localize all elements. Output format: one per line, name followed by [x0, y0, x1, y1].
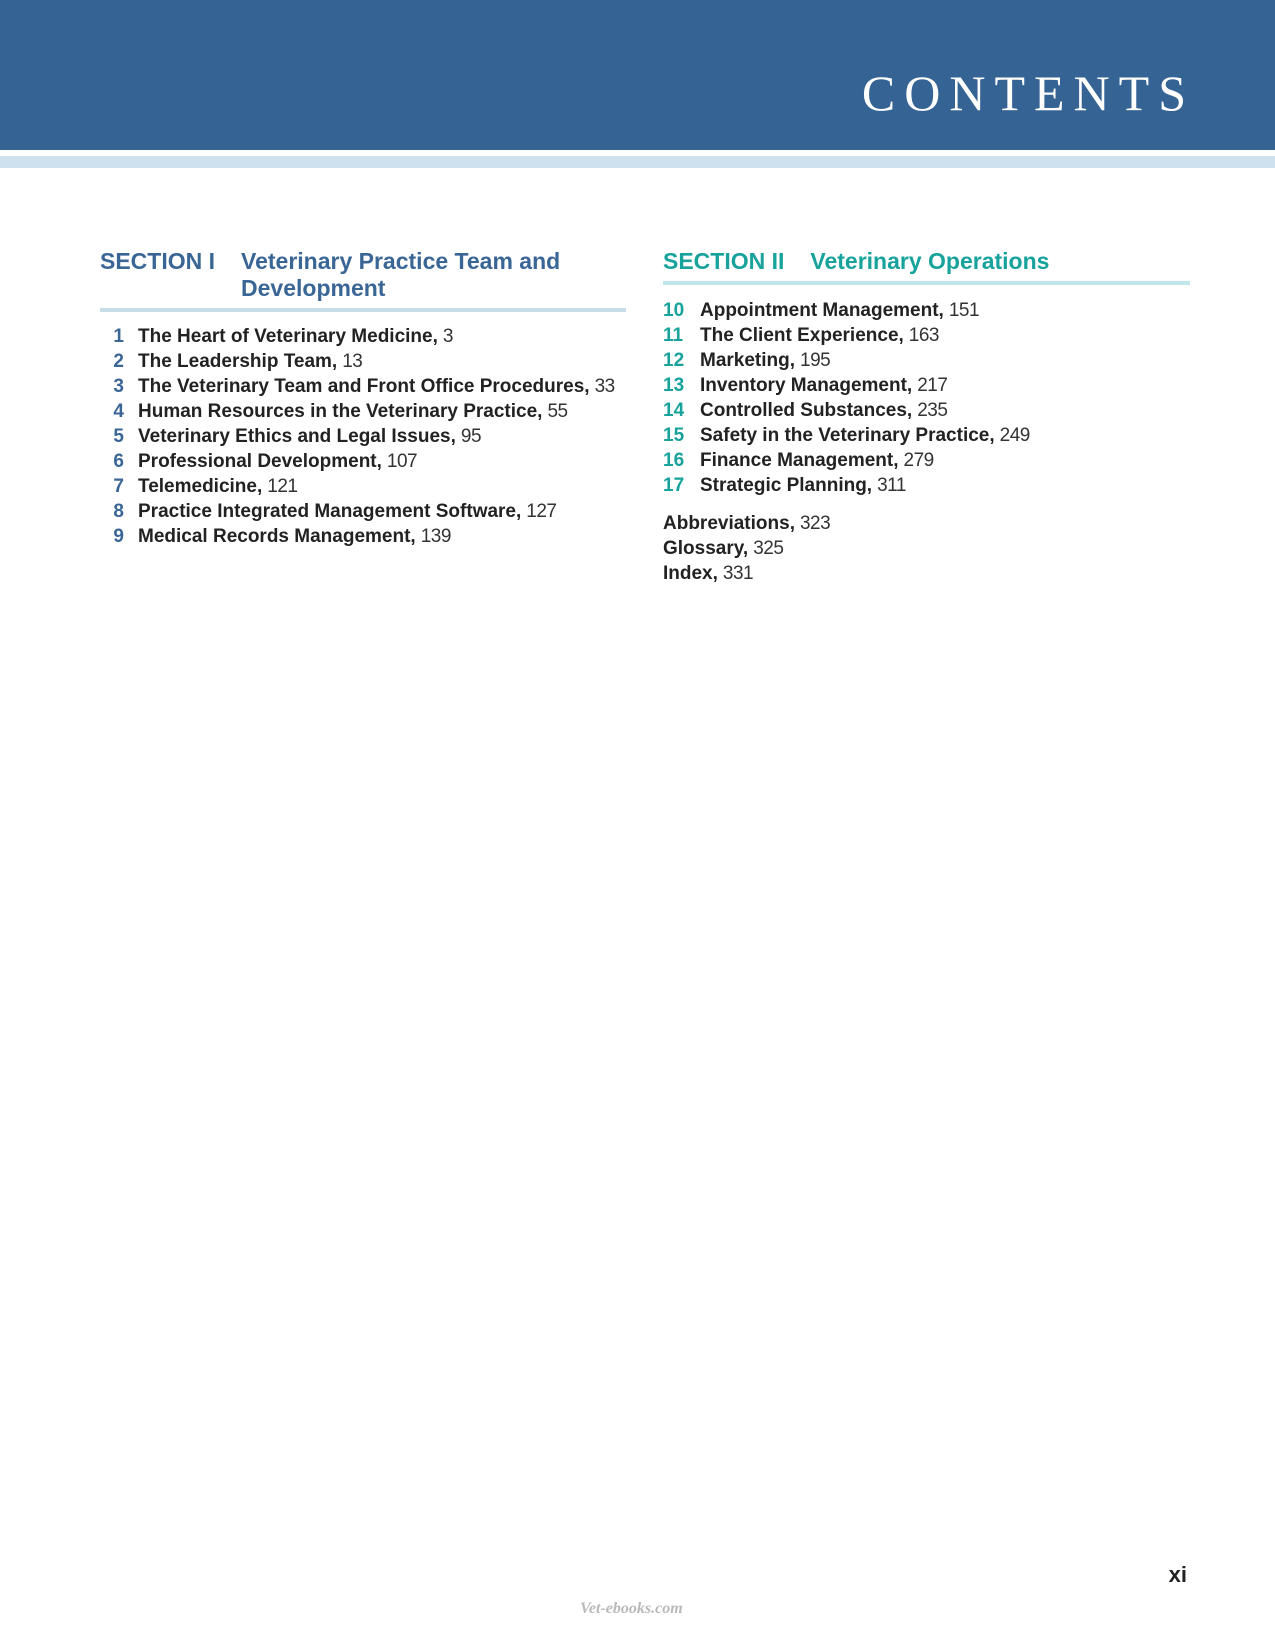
chapter-title: The Client Experience, [700, 325, 904, 346]
section-2-heading [663, 248, 1190, 275]
toc-entry[interactable] [663, 448, 1190, 473]
chapter-number: 3 [113, 376, 124, 397]
chapter-number: 7 [113, 476, 124, 497]
toc-entry[interactable] [663, 373, 1190, 398]
chapter-page: 311 [877, 475, 906, 496]
toc-entry[interactable] [100, 349, 626, 374]
back-matter-entry[interactable] [663, 536, 1190, 561]
chapter-page: 121 [267, 476, 298, 497]
toc-entry[interactable] [100, 474, 626, 499]
chapter-number: 11 [663, 325, 684, 346]
toc-entry[interactable] [100, 399, 626, 424]
page-title: CONTENTS [861, 65, 1195, 121]
chapter-number: 8 [113, 501, 124, 522]
section-2-title: Veterinary Operations [810, 248, 1050, 274]
chapter-title: Veterinary Ethics and Legal Issues, [138, 426, 456, 447]
back-matter-list [663, 511, 1190, 586]
toc-entry[interactable] [663, 298, 1190, 323]
chapter-page: 107 [386, 451, 418, 472]
back-matter-entry[interactable] [663, 511, 1190, 536]
chapter-number: 16 [663, 450, 685, 471]
section-1-rule [100, 308, 626, 312]
chapter-title: Human Resources in the Veterinary Practice, [138, 401, 543, 422]
chapter-page: 217 [917, 375, 948, 396]
section-1-title: Veterinary Practice Team and Development [241, 248, 561, 301]
chapter-number: 6 [113, 451, 124, 472]
header-banner [0, 0, 1275, 150]
chapter-page: 195 [800, 350, 831, 371]
chapter-title: Telemedicine, [138, 476, 263, 497]
chapter-page: 55 [547, 401, 568, 422]
toc-entry[interactable] [663, 323, 1190, 348]
section-2-rule [663, 281, 1190, 285]
chapter-number: 2 [113, 351, 124, 372]
chapter-page: 279 [903, 450, 934, 471]
toc-entry[interactable] [100, 324, 626, 349]
chapter-number: 12 [663, 350, 685, 371]
watermark: Vet-ebooks.com [580, 1600, 683, 1617]
chapter-page: 249 [999, 425, 1030, 446]
chapter-page: 151 [948, 300, 980, 321]
back-matter-page: 325 [753, 538, 784, 559]
chapter-page: 139 [420, 526, 451, 547]
section-1-label: SECTION I [100, 248, 216, 274]
chapter-title: Inventory Management, [700, 375, 913, 396]
back-matter-title: Index, [663, 563, 718, 584]
chapter-page: 95 [460, 426, 482, 447]
chapter-title: Marketing, [700, 350, 796, 371]
back-matter-title: Abbreviations, [663, 513, 795, 534]
section-2-label: SECTION II [663, 248, 785, 274]
section-1-heading [100, 248, 626, 302]
chapter-number: 5 [113, 426, 124, 447]
chapter-title: Professional Development, [138, 451, 382, 472]
chapter-page: 127 [526, 501, 557, 522]
page-number: xi [1168, 1562, 1187, 1587]
chapter-title: Finance Management, [700, 450, 899, 471]
back-matter-page: 331 [722, 563, 754, 584]
toc-entry[interactable] [100, 499, 626, 524]
chapter-number: 9 [113, 526, 124, 547]
chapter-title: Safety in the Veterinary Practice, [700, 425, 995, 446]
toc-entry[interactable] [663, 348, 1190, 373]
chapter-title: Medical Records Management, [138, 526, 416, 547]
chapter-title: Appointment Management, [700, 300, 944, 321]
chapter-page: 33 [594, 376, 615, 397]
toc-entry[interactable] [100, 374, 626, 399]
chapter-page: 13 [342, 351, 363, 372]
section-1-column [100, 248, 626, 549]
toc-entry[interactable] [100, 524, 626, 549]
chapter-number: 17 [663, 475, 685, 496]
chapter-title: The Heart of Veterinary Medicine, [138, 326, 438, 347]
chapter-title: The Veterinary Team and Front Office Procedures, [138, 376, 590, 397]
chapter-page: 3 [442, 326, 453, 347]
back-matter-title: Glossary, [663, 538, 749, 559]
chapter-title: The Leadership Team, [138, 351, 338, 372]
header-stripe [0, 156, 1275, 168]
section-2-chapter-list [663, 298, 1190, 498]
section-2-column [663, 248, 1190, 586]
toc-entry[interactable] [663, 473, 1190, 498]
chapter-title: Strategic Planning, [700, 475, 873, 496]
toc-entry[interactable] [100, 424, 626, 449]
back-matter-page: 323 [799, 513, 831, 534]
chapter-page: 235 [917, 400, 948, 421]
chapter-number: 10 [663, 300, 685, 321]
chapter-number: 14 [663, 400, 685, 421]
toc-entry[interactable] [663, 423, 1190, 448]
chapter-title: Controlled Substances, [700, 400, 913, 421]
chapter-title: Practice Integrated Management Software, [138, 501, 522, 522]
chapter-number: 13 [663, 375, 685, 396]
toc-entry[interactable] [100, 449, 626, 474]
chapter-number: 15 [663, 425, 685, 446]
chapter-page: 163 [908, 325, 939, 346]
toc-entry[interactable] [663, 398, 1190, 423]
chapter-number: 1 [113, 326, 124, 347]
section-1-chapter-list [100, 324, 626, 549]
back-matter-entry[interactable] [663, 561, 1190, 586]
chapter-number: 4 [113, 401, 124, 422]
